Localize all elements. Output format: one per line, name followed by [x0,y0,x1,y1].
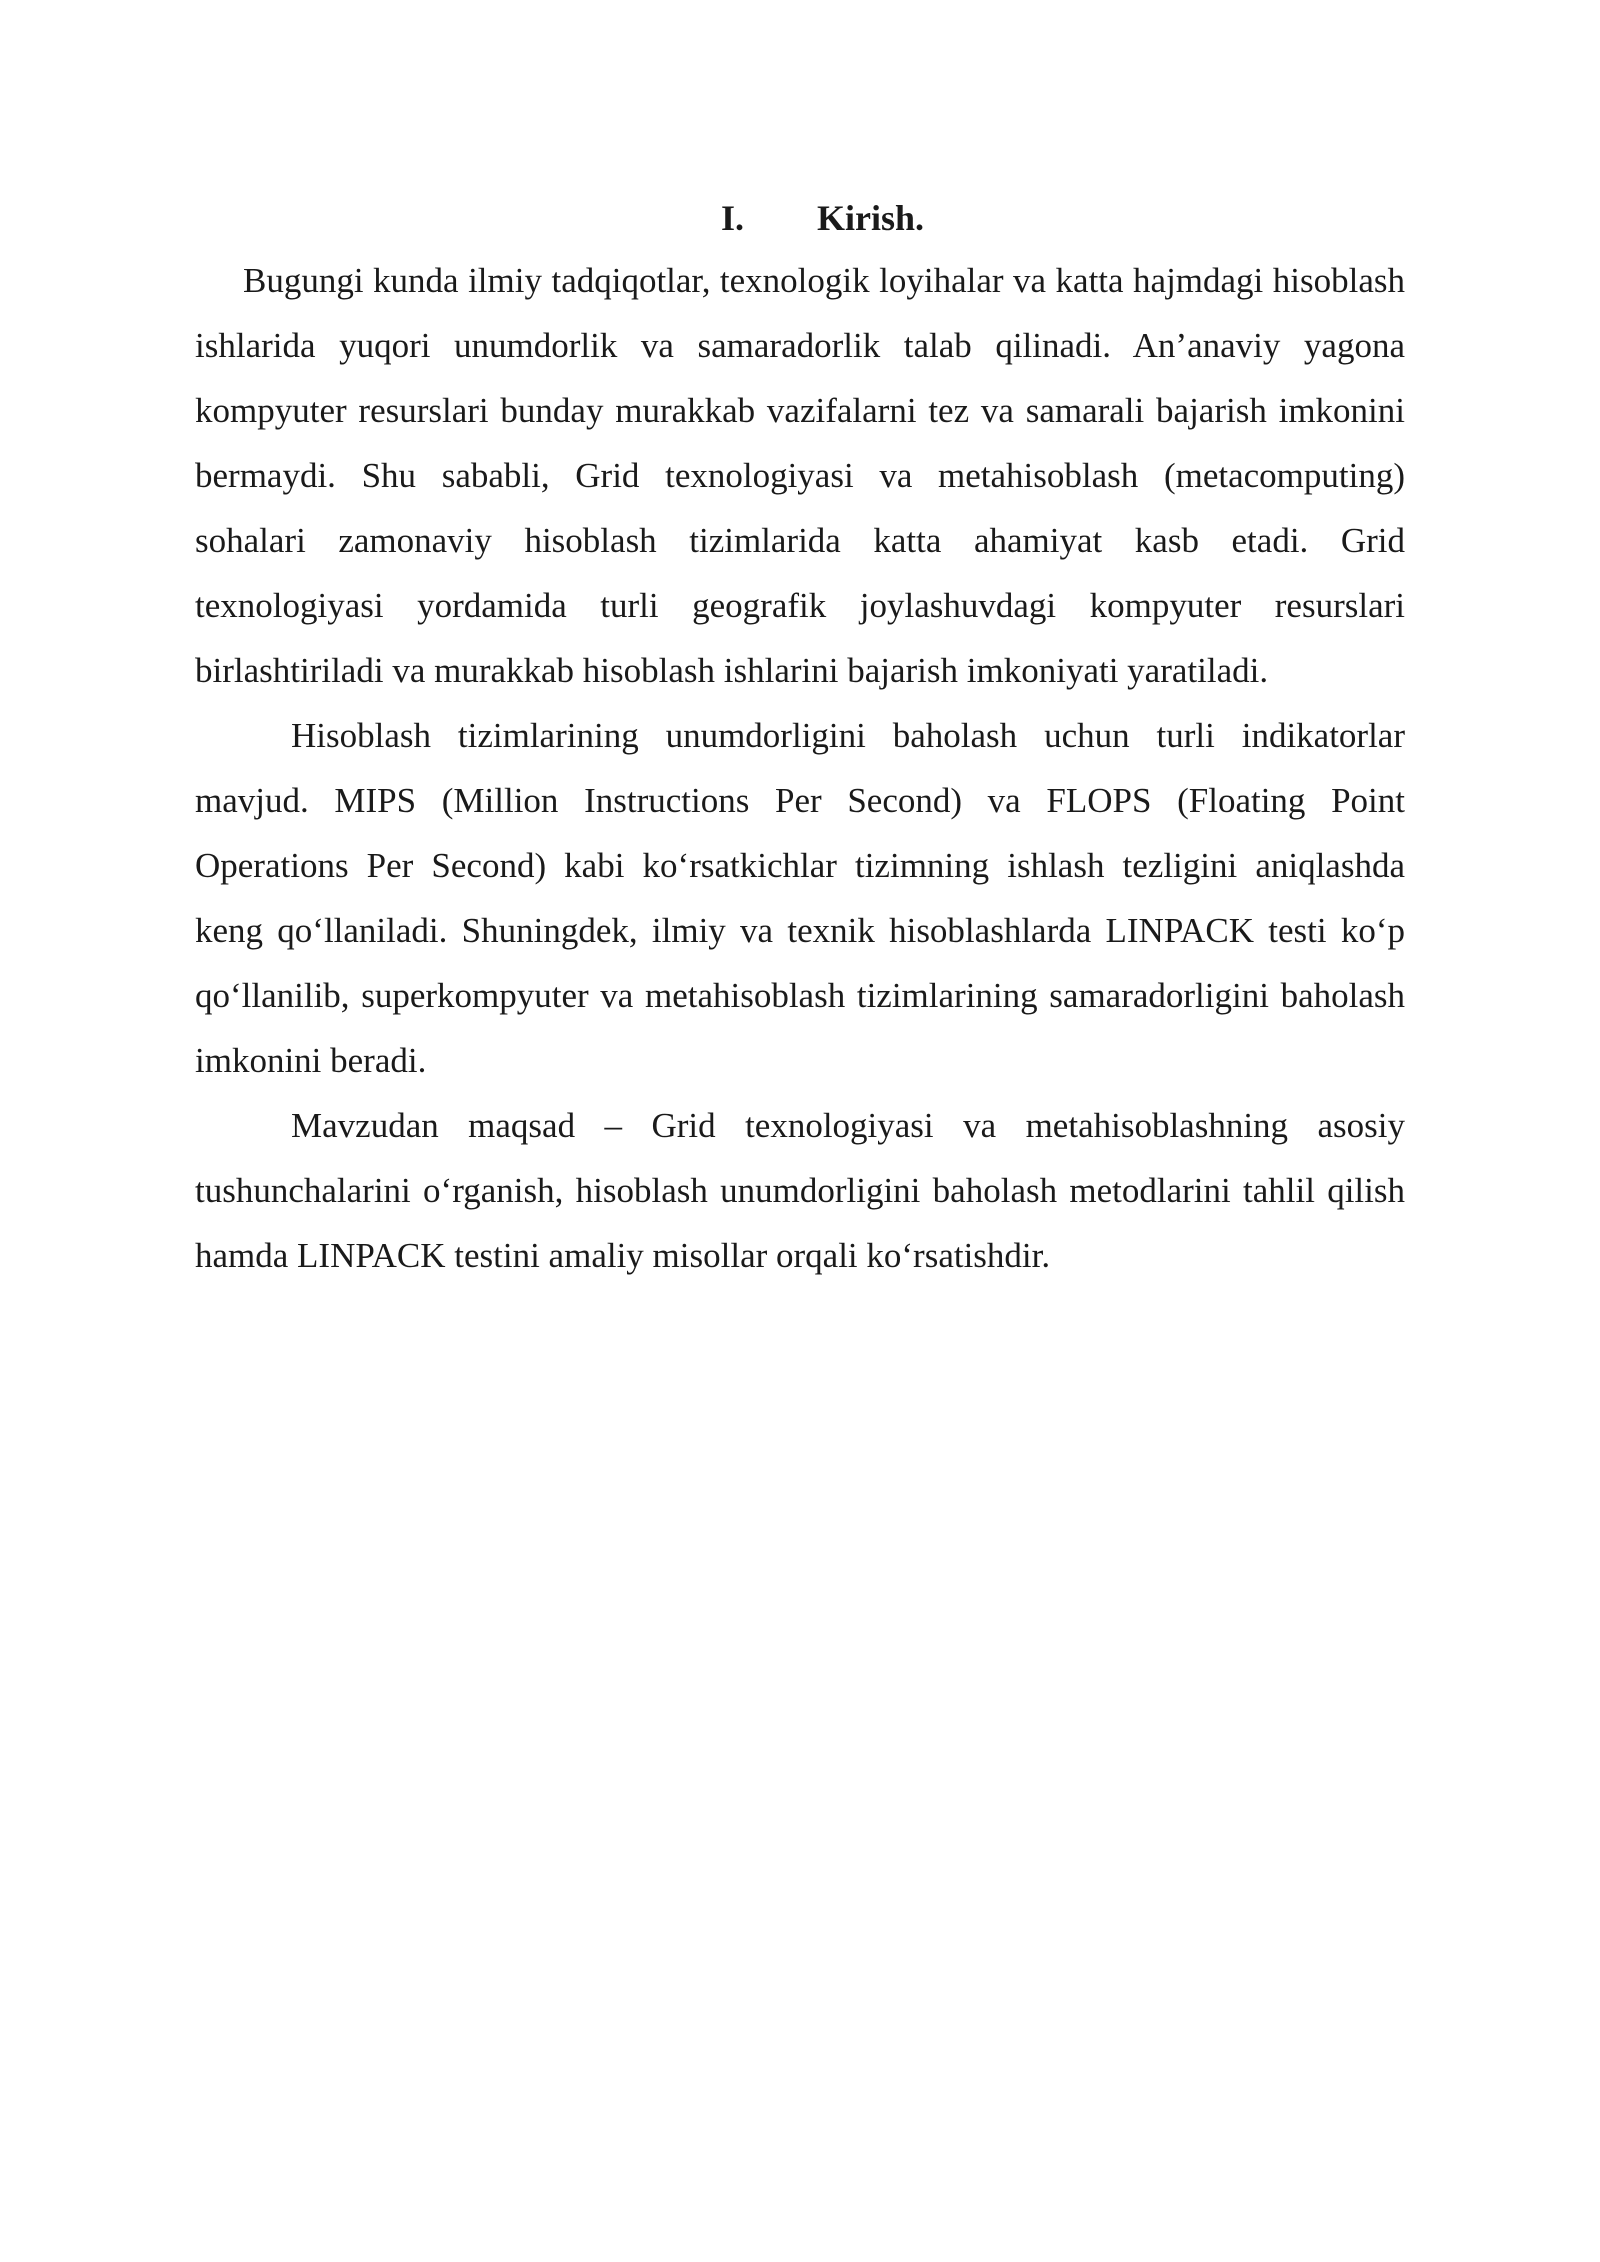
paragraph-indicators: Hisoblash tizimlarining unumdorligini baholash uchun turli indikatorlar mavjud. MIPS (Million Instructions Per Second) va FLOPS (Floating Point Operations Per Second) kabi ko‘rsatkichlar tizimning ishlash tezligini aniqlashda keng qo‘llaniladi. Shuningdek, ilmiy va texnik hisoblashlarda LINPACK testi ko‘p qo‘llanilib, superkompyuter va metahisoblash tizimlarining samaradorligini baholash imkonini beradi. [195,716,1405,1080]
document-page [195,190,1405,1288]
paragraph-intro: Bugungi kunda ilmiy tadqiqotlar, texnologik loyihalar va katta hajmdagi hisoblash ishlarida yuqori unumdorlik va samaradorlik talab qilinadi. An’anaviy yagona kompyuter resurslari bunday murakkab vazifalarni tez va samarali bajarish imkonini bermaydi. Shu sababli, Grid texnologiyasi va metahisoblash (metacomputing) sohalari zamonaviy hisoblash tizimlarida katta ahamiyat kasb etadi. Grid texnologiyasi yordamida turli geografik joylashuvdagi kompyuter resurslari birlashtiriladi va murakkab hisoblash ishlarini bajarish imkoniyati yaratiladi. [195,261,1405,690]
section-title: Kirish. [816,198,924,238]
section-heading [195,190,1405,246]
paragraph-goal: Mavzudan maqsad – Grid texnologiyasi va metahisoblashning asosiy tushunchalarini o‘rganish, hisoblash unumdorligini baholash metodlarini tahlil qilish hamda LINPACK testini amaliy misollar orqali ko‘rsatishdir. [195,1106,1405,1275]
section-number: I. [720,198,744,238]
